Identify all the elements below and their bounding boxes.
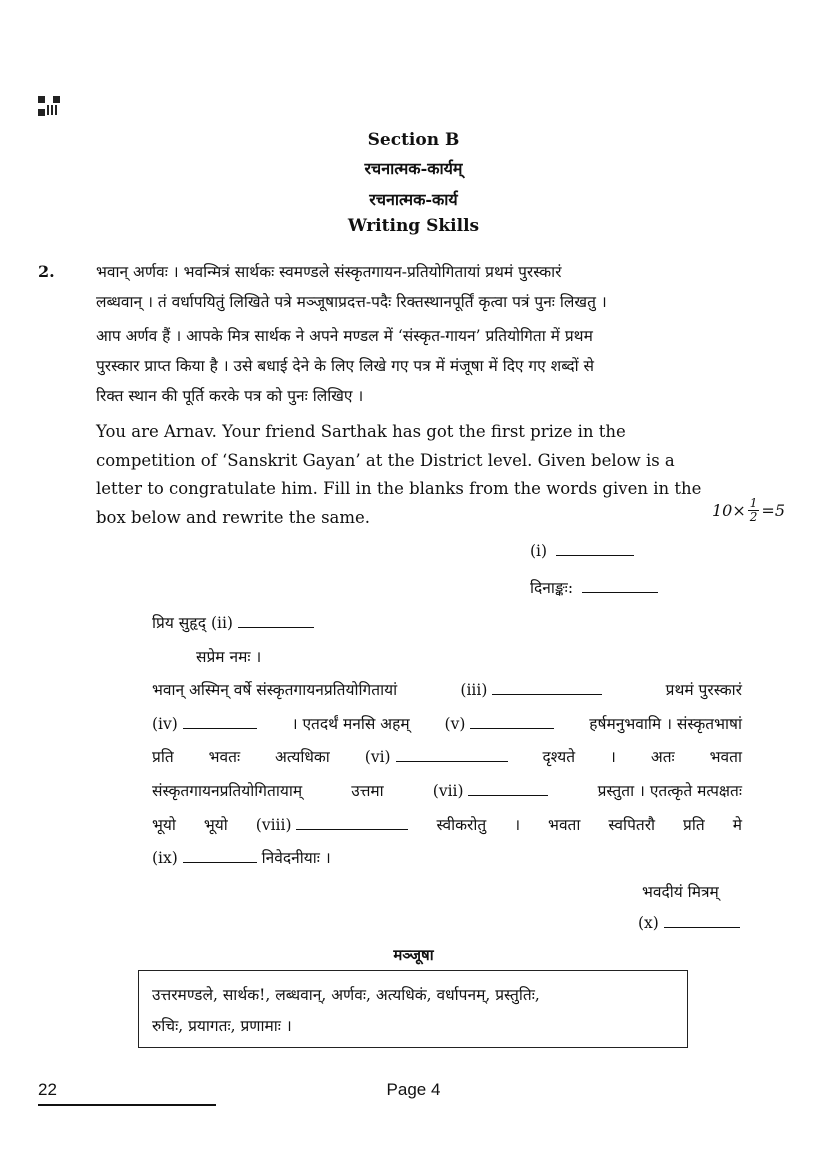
letter-date: दिनाङ्कः: <box>530 576 658 598</box>
letter-body-line <box>152 712 742 734</box>
word-box-line: उत्तरमण्डले, सार्थक!, लब्धवान्, अर्णवः, अत्यधिकं, वर्धापनम्, प्रस्तुतिः, <box>152 986 540 1004</box>
letter-blank-i <box>530 542 634 560</box>
blank-label: (x) <box>638 914 659 932</box>
body-text: भूयो <box>203 816 228 834</box>
blank-label: (vii) <box>432 782 464 800</box>
body-text: हर्षमनुभवामि । संस्कृतभाषां <box>589 715 742 733</box>
date-label: दिनाङ्कः <box>530 579 568 597</box>
body-text: स्वपितरौ <box>608 816 656 834</box>
title-english: Writing Skills <box>347 216 480 236</box>
blank-line <box>296 828 408 830</box>
body-text: प्रथमं पुरस्कारं <box>665 681 742 699</box>
marks <box>712 497 785 524</box>
word-box-title: मञ्जूषा <box>393 946 434 964</box>
body-text: । एतदर्थं मनसि अहम् <box>291 715 410 733</box>
marks-suffix: =5 <box>761 501 785 520</box>
body-text: भूयो <box>152 816 176 834</box>
question-number: 2. <box>38 262 55 281</box>
letter-body-line <box>152 813 742 835</box>
instruction-line: competition of ‘Sanskrit Gayan’ at the District level. Given below is a <box>96 450 675 470</box>
blank-label: (ix) <box>152 849 178 867</box>
blank-label: (v) <box>444 715 466 733</box>
instruction-line: आप अर्णव हैं । आपके मित्र सार्थक ने अपने मण्डल में ‘संस्कृत-गायन’ प्रतियोगिता में प्रथम <box>96 327 593 345</box>
body-text: उत्तमा <box>351 782 384 800</box>
blank-line <box>492 693 602 695</box>
instruction-line: पुरस्कार प्राप्त किया है । उसे बधाई देने के लिए लिखे गए पत्र में मंजूषा में दिए गए शब्दों से <box>96 357 595 375</box>
instruction-line: लब्धवान् । तं वर्धापयितुं लिखिते पत्रे मञ्जूषाप्रदत्त-पदैः रिक्तस्थानपूर्तिं कृत्वा पत्रं पुनः लिखतु । <box>96 293 607 311</box>
instruction-line: box below and rewrite the same. <box>96 507 371 527</box>
body-text: भवता <box>548 816 581 834</box>
blank-label: (ii) <box>210 614 233 632</box>
title-sanskrit: रचनात्मक-कार्यम् <box>364 159 463 178</box>
instruction-line: रिक्त स्थान की पूर्ति करके पत्र को पुनः लिखिए । <box>96 387 364 405</box>
body-text: अतः <box>650 748 675 766</box>
blank-line <box>582 591 658 593</box>
question-english <box>96 418 743 532</box>
blank-line <box>183 727 257 729</box>
body-text: भवता <box>709 748 742 766</box>
instruction-line: You are Arnav. Your friend Sarthak has got the first prize in the <box>96 422 626 441</box>
blank-line <box>556 554 634 556</box>
blank-line <box>470 727 554 729</box>
letter-greeting: सप्रेम नमः । <box>196 648 262 666</box>
body-text: भवान् अस्मिन् वर्षे संस्कृतगायनप्रतियोगितायां <box>152 681 398 699</box>
blank-line <box>396 760 508 762</box>
page-code: 22 <box>38 1080 57 1099</box>
marks-prefix: 10× <box>712 501 746 520</box>
body-text: प्रति <box>683 816 705 834</box>
blank-line <box>238 626 314 628</box>
word-box-line: रुचिः, प्रयागतः, प्रणामाः । <box>152 1017 292 1035</box>
word-box-content <box>152 980 672 1042</box>
body-text: भवतः <box>208 748 241 766</box>
body-text: प्रस्तुता । एतत्कृते मत्पक्षतः <box>597 782 742 800</box>
body-text: । <box>610 748 616 766</box>
letter-closing: भवदीयं मित्रम् <box>642 883 719 901</box>
body-text: प्रति <box>152 748 174 766</box>
body-text: । <box>514 816 521 834</box>
body-text: दृश्यते <box>542 748 576 766</box>
letter-body-line <box>152 846 331 868</box>
letter-body-line <box>152 678 742 700</box>
fraction-numerator: 1 <box>749 496 758 510</box>
blank-line <box>183 861 257 863</box>
letter-blank-x <box>638 914 740 932</box>
page-number: Page 4 <box>386 1080 441 1099</box>
body-text: मे <box>732 816 742 834</box>
question-sanskrit <box>96 257 743 317</box>
body-text: स्वीकरोतु <box>436 816 487 834</box>
blank-label: (vi) <box>364 748 391 766</box>
letter-salutation <box>152 611 314 633</box>
letter-body-line <box>152 745 742 767</box>
blank-label: (iii) <box>460 681 488 699</box>
blank-label: (i) <box>530 542 548 560</box>
body-text: संस्कृतगायनप्रतियोगितायाम् <box>152 782 303 800</box>
instruction-line: भवान् अर्णवः । भवन्मित्रं सार्थकः स्वमण्डले संस्कृतगायन-प्रतियोगितायां प्रथमं पुरस्कारं <box>96 263 562 281</box>
blank-line <box>664 926 740 928</box>
letter-body-line <box>152 779 742 801</box>
instruction-line: letter to congratulate him. Fill in the blanks from the words given in the <box>96 479 702 498</box>
question-hindi <box>96 321 743 411</box>
title-hindi: रचनात्मक-कार्य <box>369 190 458 209</box>
qr-code-icon <box>38 96 60 116</box>
section-heading: Section B <box>367 130 460 150</box>
footer-rule <box>38 1104 216 1106</box>
blank-label: (iv) <box>152 715 178 733</box>
body-text: अत्यधिका <box>275 748 330 766</box>
marks-fraction <box>748 497 760 524</box>
body-text: निवेदनीयाः । <box>261 849 331 867</box>
blank-line <box>468 794 548 796</box>
blank-label: (viii) <box>255 816 292 834</box>
fraction-denominator: 2 <box>749 510 758 524</box>
salutation-text: प्रिय सुहृद् <box>152 614 206 632</box>
